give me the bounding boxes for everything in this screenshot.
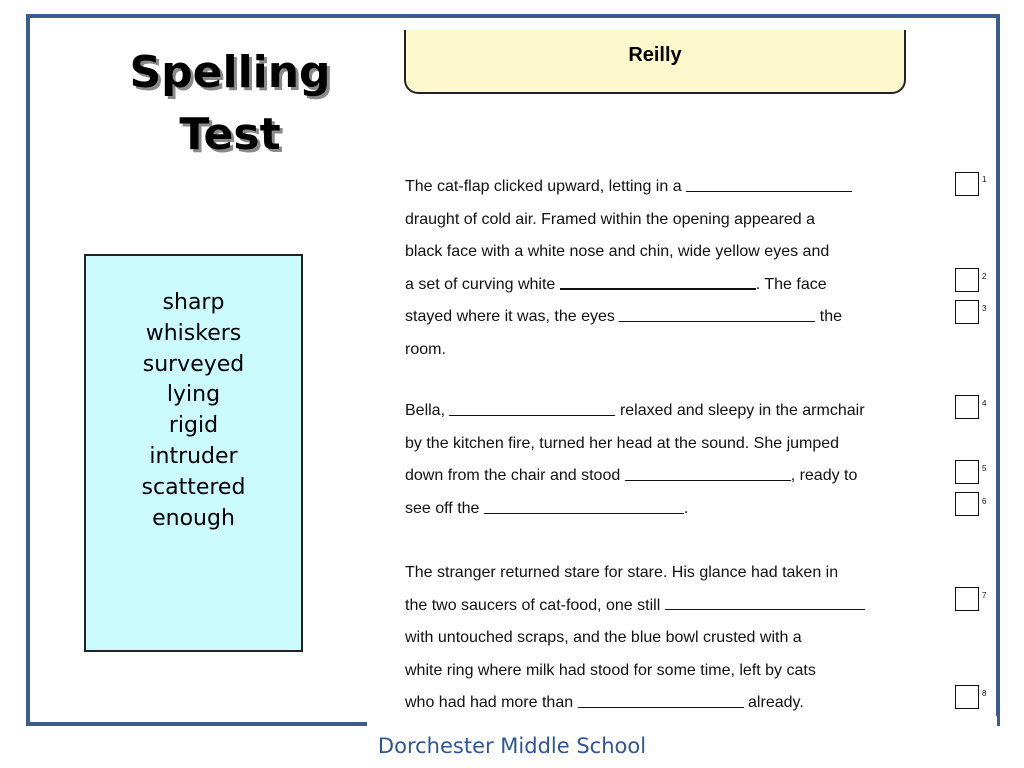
question-number: 1 <box>982 175 987 184</box>
answer-box-3[interactable] <box>955 300 979 324</box>
line-text: . The face <box>755 275 827 293</box>
text-line <box>405 334 935 367</box>
question-number: 4 <box>982 399 987 408</box>
line-text: by the kitchen fire, turned her head at the sound. She jumped <box>405 434 840 452</box>
word-item: enough <box>152 505 235 531</box>
answer-box-1[interactable] <box>955 172 979 196</box>
text-line <box>405 269 935 302</box>
word-item: surveyed <box>142 351 245 377</box>
question-number: 3 <box>982 304 987 313</box>
answer-box-2[interactable] <box>955 268 979 292</box>
line-text: room. <box>405 340 446 358</box>
footer-school-name: Dorchester Middle School <box>377 734 647 758</box>
line-text: a set of curving white <box>405 275 556 293</box>
text-line <box>405 557 935 590</box>
question-number: 7 <box>982 591 987 600</box>
answer-box-6[interactable] <box>955 492 979 516</box>
question-number: 5 <box>982 464 987 473</box>
question-number: 6 <box>982 497 987 506</box>
answer-blank-5[interactable] <box>625 479 791 481</box>
text-line <box>405 236 935 269</box>
answer-blank-4[interactable] <box>449 414 615 416</box>
text-line <box>405 687 935 720</box>
title-line-1: Spelling <box>129 47 331 98</box>
line-text: , ready to <box>790 467 858 485</box>
line-text: The stranger returned stare for stare. His glance had taken in <box>405 564 839 581</box>
answer-box-8[interactable] <box>955 685 979 709</box>
line-text: . <box>683 499 689 517</box>
word-item: scattered <box>141 474 246 500</box>
answer-box-5[interactable] <box>955 460 979 484</box>
text-line <box>405 204 935 237</box>
line-text: the <box>819 308 843 326</box>
answer-box-4[interactable] <box>955 395 979 419</box>
question-number: 2 <box>982 272 987 281</box>
line-text: relaxed and sleepy in the armchair <box>619 402 865 419</box>
text-line <box>405 395 935 428</box>
title-line-2: Test <box>179 109 281 160</box>
word-item: intruder <box>149 443 238 469</box>
name-box <box>404 30 906 94</box>
text-line <box>405 460 935 493</box>
line-text: white ring where milk had stood for some time, left by cats <box>405 661 816 679</box>
line-text: down from the chair and stood <box>405 467 621 485</box>
text-line <box>405 622 935 655</box>
line-text: with untouched scraps, and the blue bowl crusted with a <box>405 629 802 647</box>
line-text: draught of cold air. Framed within the opening appeared a <box>405 210 816 228</box>
word-item: lying <box>166 382 221 408</box>
line-text: the two saucers of cat-food, one still <box>405 596 661 614</box>
text-line <box>405 493 935 526</box>
answer-blank-1[interactable] <box>686 190 852 192</box>
word-item: whiskers <box>145 320 242 346</box>
answer-blank-8[interactable] <box>578 706 744 708</box>
answer-blank-7[interactable] <box>665 608 865 610</box>
word-bank <box>84 254 303 652</box>
word-list <box>86 288 301 534</box>
line-text: The cat-flap clicked upward, letting in a <box>405 178 682 195</box>
answer-blank-3[interactable] <box>619 320 815 322</box>
answer-blank-6[interactable] <box>484 512 684 514</box>
text-line <box>405 171 935 204</box>
line-text: Bella, <box>405 402 446 419</box>
text-line <box>405 655 935 688</box>
line-text: black face with a white nose and chin, wide yellow eyes and <box>405 243 830 261</box>
text-line <box>405 428 935 461</box>
page-title <box>90 42 370 166</box>
question-number: 8 <box>982 689 987 698</box>
paragraph-2 <box>405 395 935 525</box>
text-line <box>405 301 935 334</box>
paragraph-3 <box>405 557 935 720</box>
paragraph-1 <box>405 171 935 367</box>
line-text: see off the <box>405 499 480 517</box>
student-name: Reilly <box>628 44 682 66</box>
line-text: stayed where it was, the eyes <box>405 308 615 326</box>
line-text: already. <box>748 694 804 712</box>
answer-box-7[interactable] <box>955 587 979 611</box>
text-line <box>405 590 935 623</box>
word-item: rigid <box>168 413 219 439</box>
line-text: who had had more than <box>405 694 574 712</box>
answer-blank-2[interactable] <box>560 287 756 290</box>
word-item: sharp <box>162 290 225 315</box>
